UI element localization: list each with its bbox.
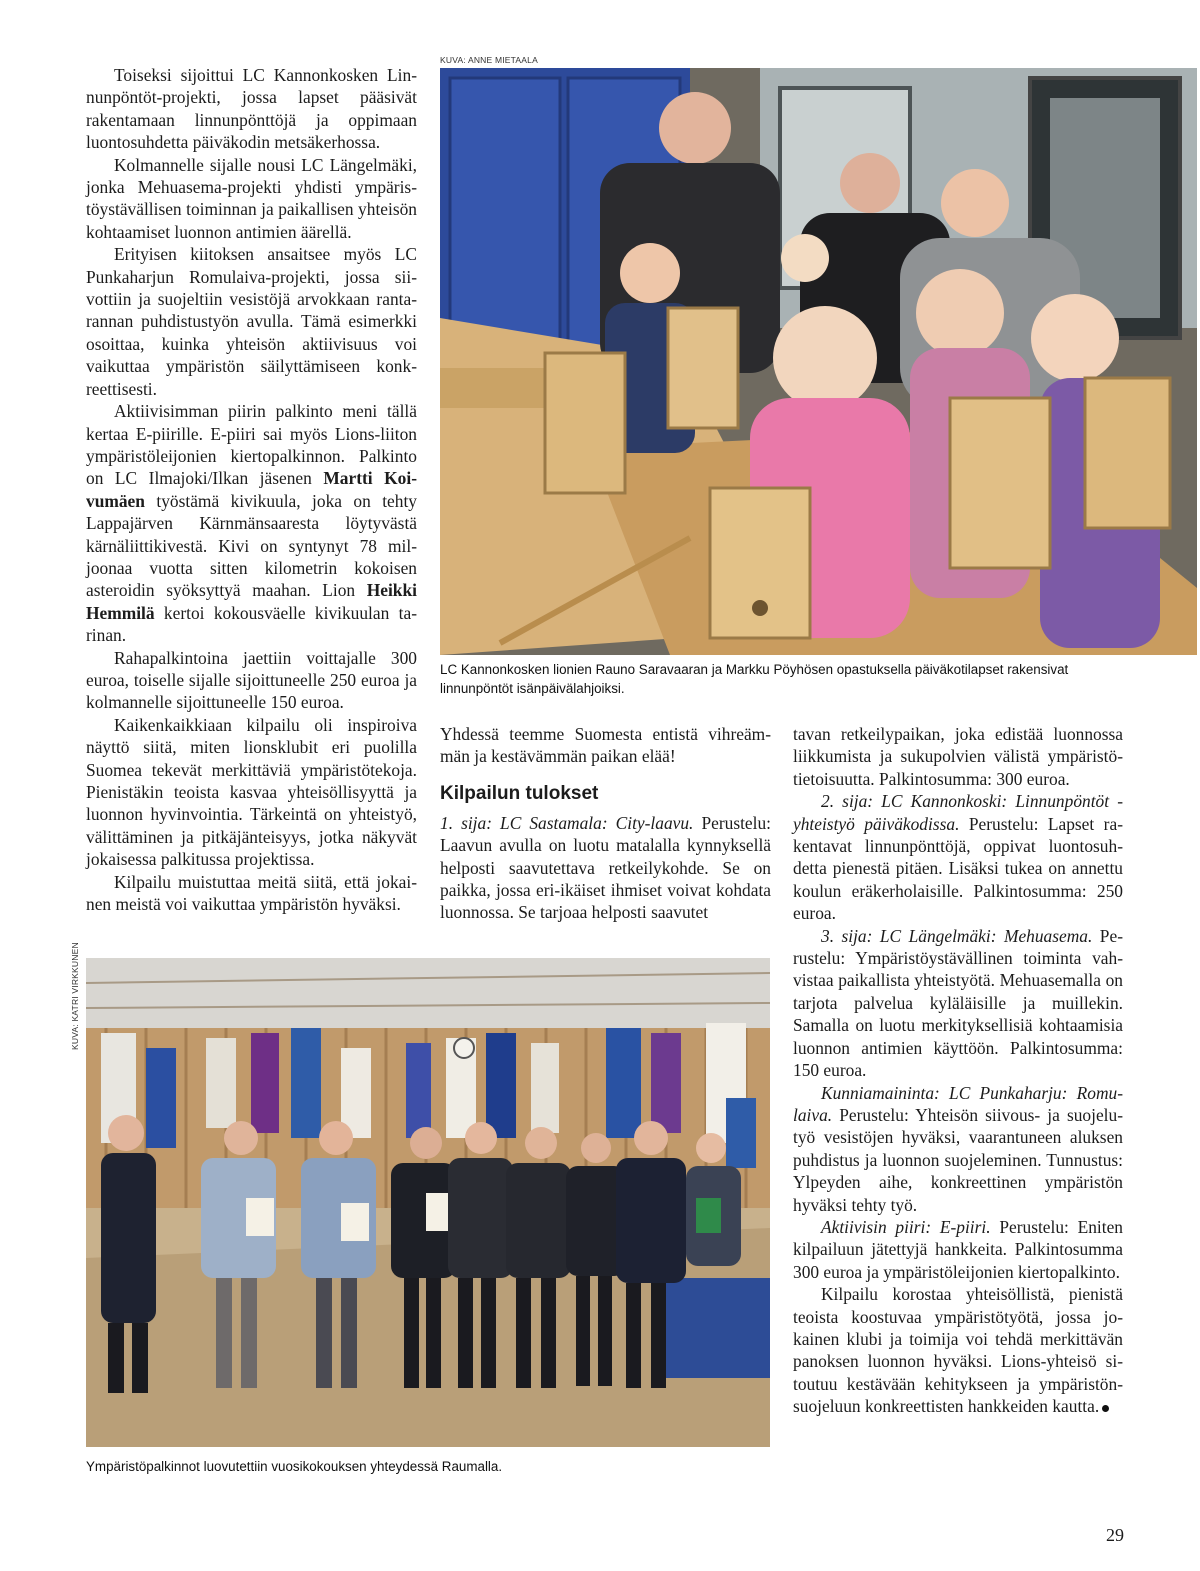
end-mark-icon [1102,1405,1109,1412]
result-most-active-district: Aktiivisin piiri: E-piiri. Perustelu: Eniten kilpailuun jätettyjä hankkeita. Palkintosumma 300 euroa ja ympäristöleijonien kiertopalkinto. [793,1216,1123,1282]
page-number: 29 [1106,1525,1124,1545]
paragraph: Kilpailu muistuttaa meitä siitä, että jokainen meistä voi vaikuttaa ympäristön hyväksi. [86,871,417,915]
paragraph: Kaikenkaikkiaan kilpailu oli inspiroiva näyttö siitä, miten lionsklubit eri puolilla Suomea tekevät merkittäviä ympäristötekoja. Pienistäkin teoista kasvaa yhteisöllisyyttä ja luonnon hyvinvointia. Tärkeintä on yhteistyö, välittäminen ja pitkäjänteisyys, jotka näkyvät jokaisessa palkitussa projektissa. [86,714,417,870]
photo-workshop-birdhouses [440,68,1197,655]
person-name: Martti Koivumäen [86,468,417,511]
paragraph: tavan retkeilypaikan, joka edistää luonnossa liikkumista ja sukupolvien välistä ympäristötietoisuutta. Palkintosumma: 300 euroa. [793,724,1123,789]
result-third-place: 3. sija: LC Längelmäki: Mehuasema. Perustelu: Ympäristöystävällinen toiminta vahvistaa paikallista yhteistyötä. Mehuasemalla on tarjota palvelua kyläläisille ja muillekin. Samalla on luotu merkityksellisiä kohtaamisia luonnon antimien käyttöön. Palkintosumma: 150 euroa. [793,925,1123,1081]
paragraph: Yhdessä teemme Suomesta entistä vihreämmän ja kestävämmän paikan elää! [440,724,771,767]
paragraph: Rahapalkintoina jaettiin voittajalle 300 euroa, toiselle sijalle sijoittuneelle 250 euroa ja kolmannelle sijoittuneelle 150 euroa. [86,647,417,713]
person-name: Heikki Hemmilä [86,580,417,623]
photo-award-ceremony [86,958,770,1447]
section-heading: Kilpailun tulokset [440,782,599,804]
paragraph: Toiseksi sijoittui LC Kannonkosken Linnunpöntöt-projekti, jossa lapset pääsivät rakentamaan linnunpönttöjä ja oppimaan luontosuhdetta päiväkodin metsäkerhossa. [86,65,417,153]
paragraph: Erityisen kiitoksen ansaitsee myös LC Punkaharjun Romulaiva-projekti, jossa siivottiin ja suojeltiin vesistöjä arvokkaan rantarannan puhdistustyön avulla. Tämä esimerkki osoittaa, kuinka yhteisön aktiivisuus voi vaikuttaa ympäristön säilyttämiseen konkreettisesti. [86,244,417,399]
article-column-right [793,723,1123,1418]
article-column-left [86,64,417,915]
paragraph: Kolmannelle sijalle nousi LC Längelmäki, jonka Mehuasema-projekti yhdisti ympäristöystävällisen toiminnan ja paikallisen yhteisön kohtaamiset luonnon antimien äärellä. [86,154,417,242]
article-column-middle [440,723,771,924]
paragraph: Aktiivisimman piirin palkinto meni tällä kertaa E-piirille. E-piiri sai myös Lions-liiton ympäristöleijonien kiertopalkinnon. Palkinto on LC Ilmajoki/Ilkan jäsenen Martti Koivumäen työstämä kivikuula, joka on tehty Lappajärven Kärnmänsaaresta löytyvästä kärnäliittikivestä. Kivi on syntynyt 78 miljoonaa vuotta sitten kilometrin kokoisen asteroidin syöksyttyä maahan. Lion Heikki Hemmilä kertoi kokousväelle kivikuulan tarinan. [86,401,417,646]
photo-credit-top: KUVA: ANNE MIETAALA [440,55,538,65]
photo-caption-bottom: Ympäristöpalkinnot luovutettiin vuosikokouksen yhteydessä Raumalla. [86,1459,503,1474]
photo-credit-bottom: KUVA: KATRI VIRKKUNEN [70,942,80,1050]
photo-caption-top: LC Kannonkosken lionien Rauno Saravaaran ja Markku Pöyhösen opastuksella päiväkotilapset rakensivat linnunpöntöt isänpäivälahjoiksi. [440,662,1069,696]
result-first-place: 1. sija: LC Sastamala: City-laavu. Perustelu: Laavun avulla on luotu matalalla kynnyksellä helposti saavutettava retkeilykohde. Se on paikka, jossa eri-ikäiset ihmiset voivat kohdata luonnossa. Se tarjoaa helposti saavutet [440,812,771,923]
paragraph: Kilpailu korostaa yhteisöllistä, pienistä teoista koostuvaa ympäristötyötä, jossa jokainen klubi ja toimija voi tehdä merkittävän panoksen luonnon hyväksi. Lions-yhteisö sitoutuu kestävään kehitykseen ja ympäristönsuojeluun konkreettisten hankkeiden kautta. [793,1284,1123,1417]
result-second-place: 2. sija: LC Kannonkoski: Linnunpöntöt -yhteistyö päiväkodissa. Perustelu: Lapset rakentavat linnunpönttöjä, oppivat luontosuhdetta pienestä pitäen. Lisäksi tukea on annettu koulun eräkerholaisille. Palkintosumma: 250 euroa. [793,791,1123,924]
result-honorable-mention: Kunniamaininta: LC Punkaharju: Romulaiva. Perustelu: Yhteisön siivous- ja suojelutyö vesistöjen hyväksi, vaarantuneen aluksen puhdistus ja luonnon suojeleminen. Tunnustus: Ylpeyden aihe, konkreettinen ympäristön hyväksi tehty työ. [793,1082,1123,1215]
